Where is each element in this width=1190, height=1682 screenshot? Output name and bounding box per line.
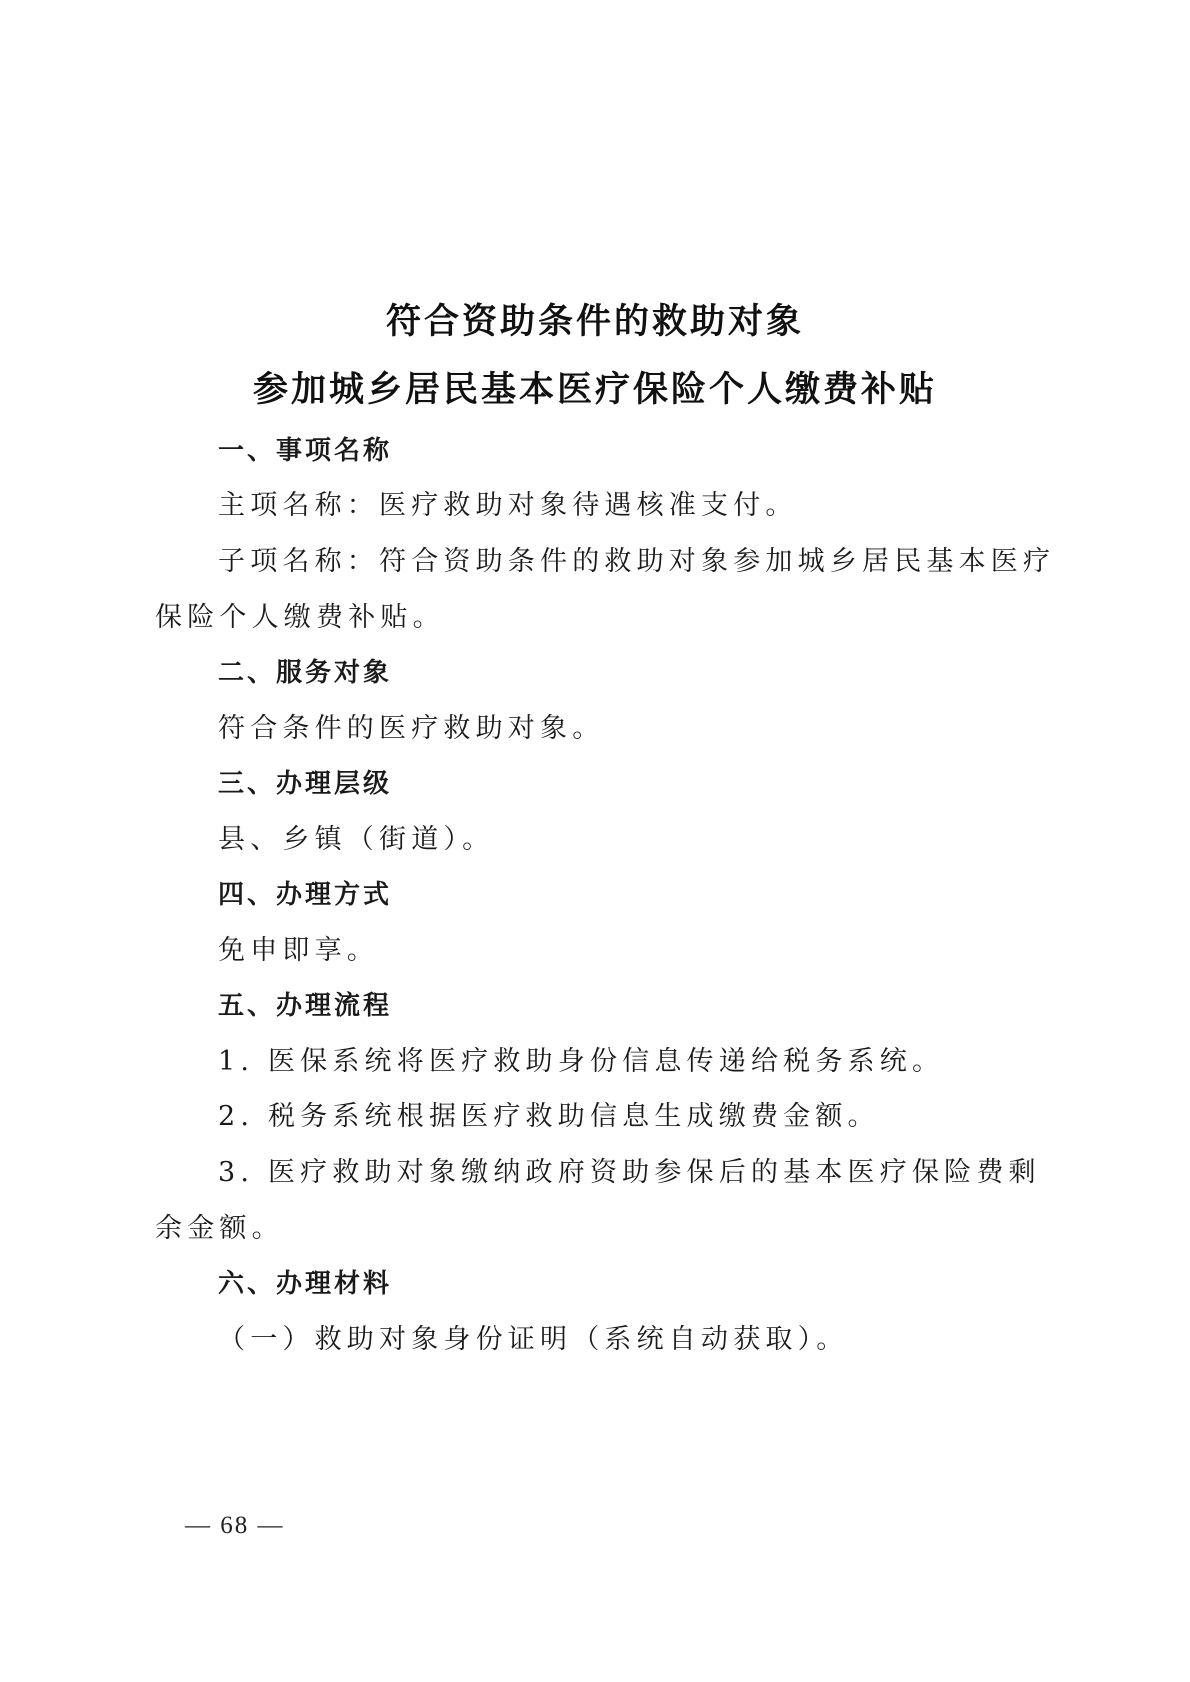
process-step-1: 1. 医保系统将医疗救助身份信息传递给税务系统。	[218, 1046, 945, 1077]
main-item-name-text: 主项名称：医疗救助对象待遇核准支付。	[218, 490, 798, 521]
handling-level-text: 县、乡镇（街道）。	[218, 824, 495, 855]
sub-item-name-text-line-1: 子项名称：符合资助条件的救助对象参加城乡居民基本医疗	[218, 546, 1056, 577]
service-target-text: 符合条件的医疗救助对象。	[218, 713, 605, 744]
process-step-3-line-2: 余金额。	[155, 1213, 284, 1244]
section-heading-materials: 六、办理材料	[218, 1269, 393, 1299]
page-number: — 68 —	[185, 1512, 285, 1539]
materials-item-1: （一）救助对象身份证明（系统自动获取）。	[218, 1324, 849, 1355]
handling-method-text: 免申即享。	[218, 935, 379, 966]
section-heading-service-target: 二、服务对象	[218, 658, 393, 688]
document-title-line-2: 参加城乡居民基本医疗保险个人缴费补贴	[252, 370, 937, 410]
process-step-2: 2. 税务系统根据医疗救助信息生成缴费金额。	[218, 1101, 880, 1132]
section-heading-handling-process: 五、办理流程	[218, 991, 393, 1021]
sub-item-name-text-line-2: 保险个人缴费补贴。	[155, 602, 445, 633]
process-step-3-line-1: 3. 医疗救助对象缴纳政府资助参保后的基本医疗保险费剩	[218, 1157, 1041, 1188]
document-title-line-1: 符合资助条件的救助对象	[385, 302, 804, 342]
section-heading-handling-level: 三、办理层级	[218, 769, 393, 799]
section-heading-handling-method: 四、办理方式	[218, 880, 393, 910]
section-heading-item-name: 一、事项名称	[218, 436, 393, 466]
